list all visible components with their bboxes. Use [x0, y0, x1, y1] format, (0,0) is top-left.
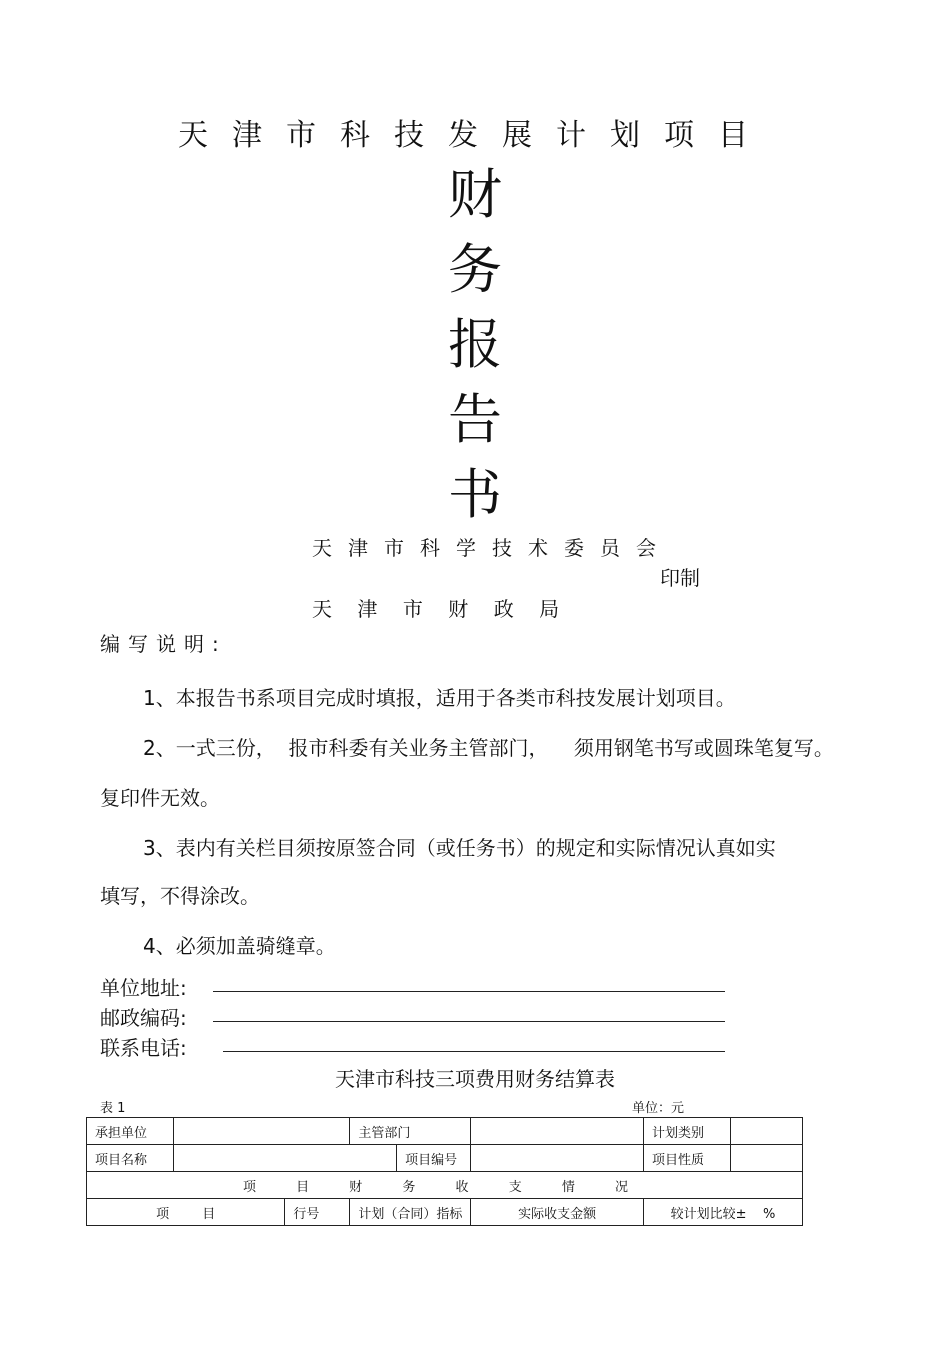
col-header-item: 项 目 [87, 1199, 285, 1226]
project-category-title: 天津市科技发展计划项目 [178, 118, 772, 153]
cell-project-no-value[interactable] [471, 1145, 644, 1172]
cell-undertaking-unit-value[interactable] [174, 1118, 350, 1145]
main-title-char-2: 务 [448, 238, 502, 301]
cell-plan-category-value[interactable] [731, 1118, 803, 1145]
cell-label-supervising-dept: 主管部门 [350, 1118, 471, 1145]
cell-label-project-no: 项目编号 [397, 1145, 471, 1172]
table-row [87, 1118, 803, 1145]
cell-project-nature-value[interactable] [731, 1145, 803, 1172]
address-label: 单位地址: [100, 976, 187, 1000]
section-header-finance: 项 目 财 务 收 支 情 况 [87, 1172, 803, 1199]
cell-label-project-name: 项目名称 [87, 1145, 174, 1172]
col-header-line-no: 行号 [285, 1199, 350, 1226]
instruction-item-3: 3、表内有关栏目须按原签合同（或任务书）的规定和实际情况认真如实 [143, 836, 776, 860]
print-label: 印制 [660, 566, 700, 590]
col-header-plan: 计划（合同）指标 [350, 1199, 471, 1226]
main-title-char-4: 告 [448, 388, 502, 451]
phone-field[interactable] [223, 1051, 725, 1052]
table-title: 天津市科技三项费用财务结算表 [335, 1067, 615, 1091]
instruction-item-2-cont: 复印件无效。 [100, 786, 220, 810]
table-number: 表 1 [100, 1101, 126, 1116]
instruction-item-3-cont: 填写，不得涂改。 [100, 884, 260, 908]
col-header-actual: 实际收支金额 [471, 1199, 644, 1226]
table-header-row [87, 1199, 803, 1226]
postcode-label: 邮政编码: [100, 1006, 187, 1030]
cell-label-plan-category: 计划类别 [644, 1118, 731, 1145]
financial-settlement-table [86, 1117, 803, 1226]
issuer-finance-bureau: 天 津 市 财 政 局 [312, 597, 560, 621]
instruction-item-1: 1、本报告书系项目完成时填报，适用于各类市科技发展计划项目。 [143, 686, 736, 710]
issuer-science-commission: 天津市科学技术委员会 [312, 536, 672, 560]
col-header-compare: 较计划比较± % [644, 1199, 803, 1226]
main-title-char-1: 财 [448, 163, 502, 226]
main-title-char-5: 书 [448, 463, 502, 526]
cell-project-name-value[interactable] [174, 1145, 397, 1172]
phone-label: 联系电话: [100, 1036, 187, 1060]
cell-label-project-nature: 项目性质 [644, 1145, 731, 1172]
table-row [87, 1145, 803, 1172]
table-row [87, 1172, 803, 1199]
postcode-field[interactable] [213, 1021, 725, 1022]
cell-supervising-dept-value[interactable] [471, 1118, 644, 1145]
main-title-char-3: 报 [448, 313, 502, 376]
instructions-heading: 编写说明: [100, 632, 227, 656]
address-field[interactable] [213, 991, 725, 992]
cell-label-undertaking-unit: 承担单位 [87, 1118, 174, 1145]
instruction-item-4: 4、必须加盖骑缝章。 [143, 934, 336, 958]
table-unit: 单位：元 [632, 1101, 685, 1116]
instruction-item-2: 2、一式三份， 报市科委有关业务主管部门， 须用钢笔书写或圆珠笔复写。 [143, 736, 834, 760]
